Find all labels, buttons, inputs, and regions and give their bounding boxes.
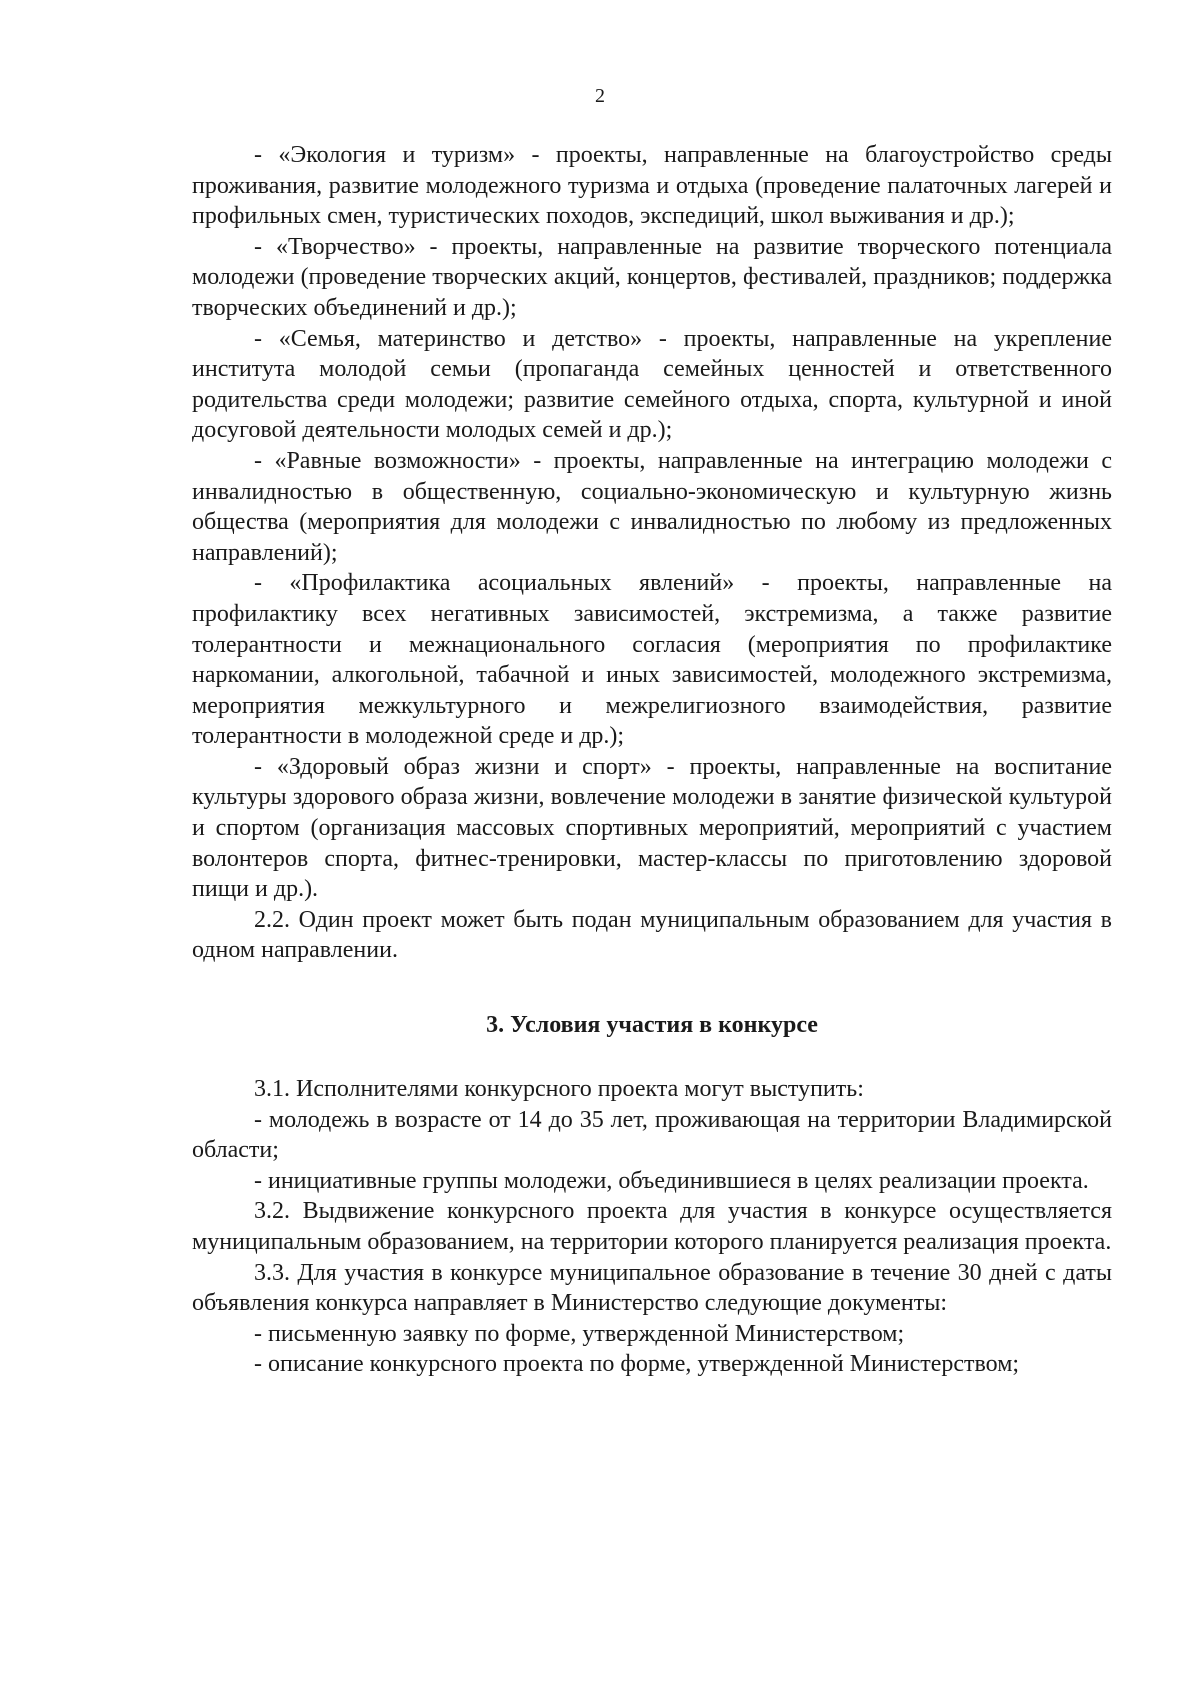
paragraph-ecology-tourism: - «Экология и туризм» - проекты, направленные на благоустройство среды проживания, развитие молодежного туризма и отдыха (проведение палаточных лагерей и профильных смен, туристических походов, экспедиций, школ выживания и др.); bbox=[192, 142, 1112, 230]
spacer bbox=[192, 1040, 1112, 1074]
page-number: 2 bbox=[595, 85, 605, 107]
paragraph-family: - «Семья, материнство и детство» - проекты, направленные на укрепление института молодой семьи (пропаганда семейных ценностей и ответственного родительства среди молодежи; развитие семейного отдыха, спорта, культурной и иной досуговой деятельности молодых семей и др.); bbox=[192, 325, 1112, 444]
paragraph-initiative-groups: - инициативные группы молодежи, объединившиеся в целях реализации проекта. bbox=[254, 1167, 1089, 1194]
paragraph-youth-age: - молодежь в возрасте от 14 до 35 лет, проживающая на территории Владимирской области; bbox=[192, 1106, 1112, 1164]
paragraph-3-2: 3.2. Выдвижение конкурсного проекта для участия в конкурсе осуществляется муниципальным образованием, на территории которого планируется реализация проекта. bbox=[192, 1198, 1112, 1255]
paragraph-prevention: - «Профилактика асоциальных явлений» - проекты, направленные на профилактику всех негативных зависимостей, экстремизма, а также развитие толерантности и межнационального согласия (мероприятия по профилактике наркомании, алкогольной, табачной и иных зависимостей, молодежного экстремизма, мероприятия межкультурного и межрелигиозного взаимодействия, развитие толерантности в молодежной среде и др.); bbox=[192, 570, 1112, 750]
paragraph-3-1: 3.1. Исполнителями конкурсного проекта могут выступить: bbox=[254, 1076, 864, 1103]
paragraph-3-3: 3.3. Для участия в конкурсе муниципальное образование в течение 30 дней с даты объявления конкурса направляет в Министерство следующие документы: bbox=[192, 1259, 1112, 1317]
spacer bbox=[192, 966, 1112, 1010]
paragraph-creativity: - «Творчество» - проекты, направленные на развитие творческого потенциала молодежи (проведение творческих акций, концертов, фестивалей, праздников; поддержка творческих объединений и др.); bbox=[192, 233, 1112, 321]
paragraph-written-application: - письменную заявку по форме, утвержденной Министерством; bbox=[254, 1320, 905, 1347]
paragraph-healthy-lifestyle: - «Здоровый образ жизни и спорт» - проекты, направленные на воспитание культуры здорового образа жизни, вовлечение молодежи в занятие физической культурой и спортом (организация массовых спортивных мероприятий, мероприятий с участием волонтеров спорта, фитнес-тренировки, мастер-классы по приготовлению здоровой пищи и др.). bbox=[192, 753, 1112, 903]
paragraph-2-2: 2.2. Один проект может быть подан муниципальным образованием для участия в одном направлении. bbox=[192, 906, 1112, 964]
section-title: 3. Условия участия в конкурсе bbox=[486, 1012, 818, 1039]
paragraph-project-description: - описание конкурсного проекта по форме, утвержденной Министерством; bbox=[254, 1351, 1020, 1378]
paragraph-equal-opportunities: - «Равные возможности» - проекты, направленные на интеграцию молодежи с инвалидностью в общественную, социально-экономическую и культурную жизнь общества (мероприятия для молодежи с инвалидностью по любому из предложенных направлений); bbox=[192, 447, 1112, 566]
document-body bbox=[192, 140, 1112, 1380]
